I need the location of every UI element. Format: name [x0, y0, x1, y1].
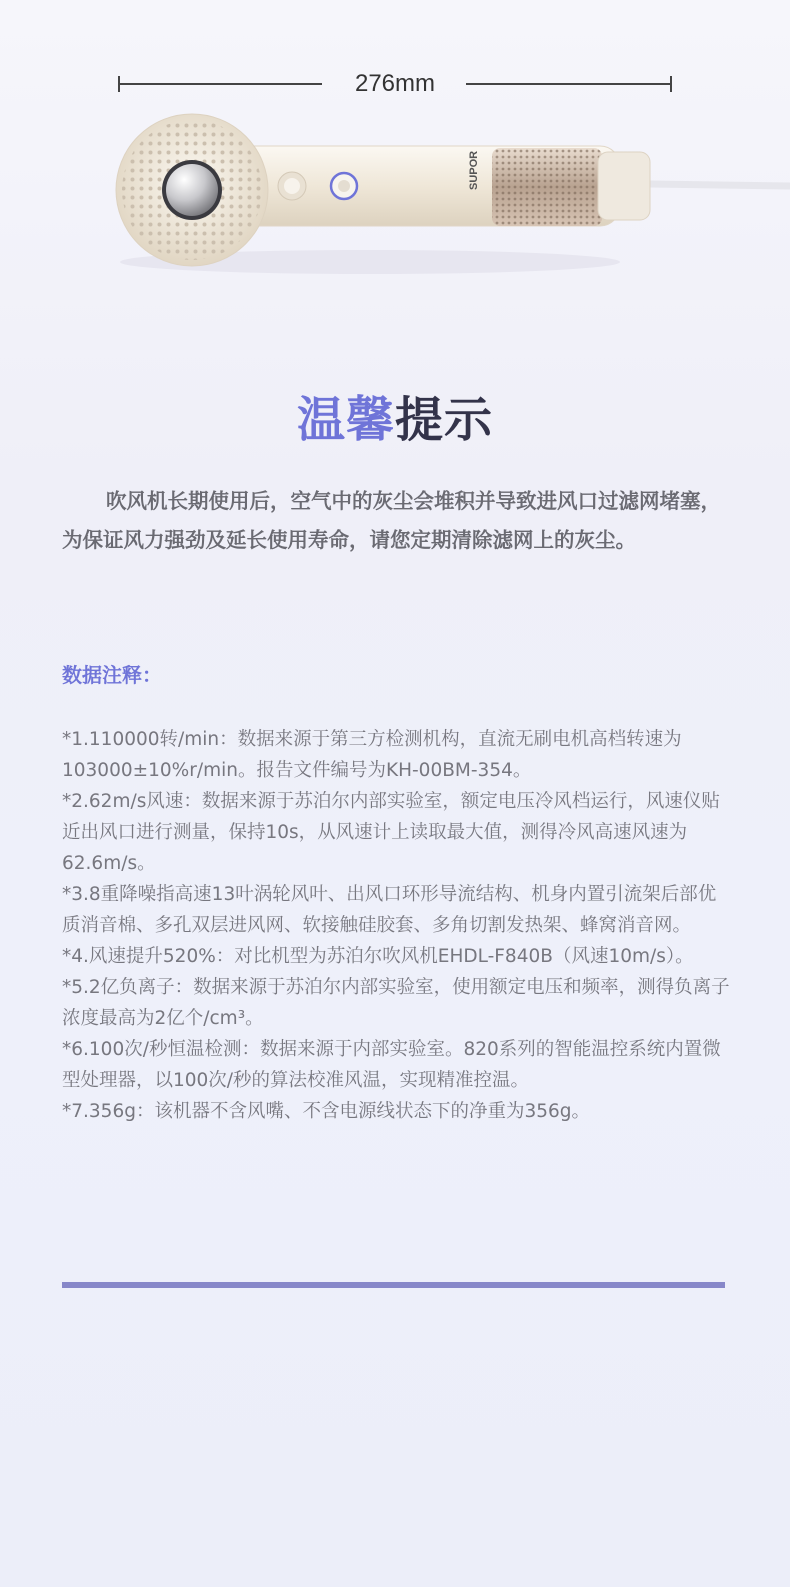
- note-item: *2.62m/s风速：数据来源于苏泊尔内部实验室，额定电压冷风档运行，风速仪贴近出风口进行测量，保持10s，从风速计上读取最大值，测得冷风高速风速为62.6m/s。: [62, 791, 720, 874]
- intro-paragraph: 吹风机长期使用后，空气中的灰尘会堆积并导致进风口过滤网堵塞，为保证风力强劲及延长使用寿命，请您定期清除滤网上的灰尘。: [62, 489, 721, 552]
- section-divider: [62, 1282, 725, 1288]
- note-item: *4.风速提升520%：对比机型为苏泊尔吹风机EHDL-F840B（风速10m/s）。: [62, 946, 694, 967]
- note-item: *7.356g：该机器不含风嘴、不含电源线状态下的净重为356g。: [62, 1101, 591, 1122]
- note-item: *3.8重降噪指高速13叶涡轮风叶、出风口环形导流结构、机身内置引流架后部优质消音棉、多孔双层进风网、软接触硅胶套、多角切割发热架、蜂窝消音网。: [62, 884, 717, 936]
- dimension-indicator: [118, 70, 672, 100]
- page-title: [0, 388, 790, 452]
- svg-text:SUPOR: SUPOR: [468, 150, 480, 190]
- dimension-label: 276mm: [354, 70, 436, 97]
- title-rest: 提示: [395, 392, 494, 448]
- dimension-line-right: [466, 83, 670, 85]
- notes-list: [62, 724, 730, 1127]
- note-item: *6.100次/秒恒温检测：数据来源于内部实验室。820系列的智能温控系统内置微型处理器，以100次/秒的算法校准风温，实现精准控温。: [62, 1039, 721, 1091]
- title-accent: 温馨: [296, 392, 395, 448]
- note-item: *5.2亿负离子：数据来源于苏泊尔内部实验室，使用额定电压和频率，测得负离子浓度最高为2亿个/cm³。: [62, 977, 730, 1029]
- note-item: *1.110000转/min：数据来源于第三方检测机构，直流无刷电机高档转速为103000±10%r/min。报告文件编号为KH-00BM-354。: [62, 729, 682, 781]
- dimension-cap-right: [670, 76, 672, 92]
- hair-dryer-icon: [110, 112, 790, 282]
- notes-heading: 数据注释：: [62, 663, 162, 687]
